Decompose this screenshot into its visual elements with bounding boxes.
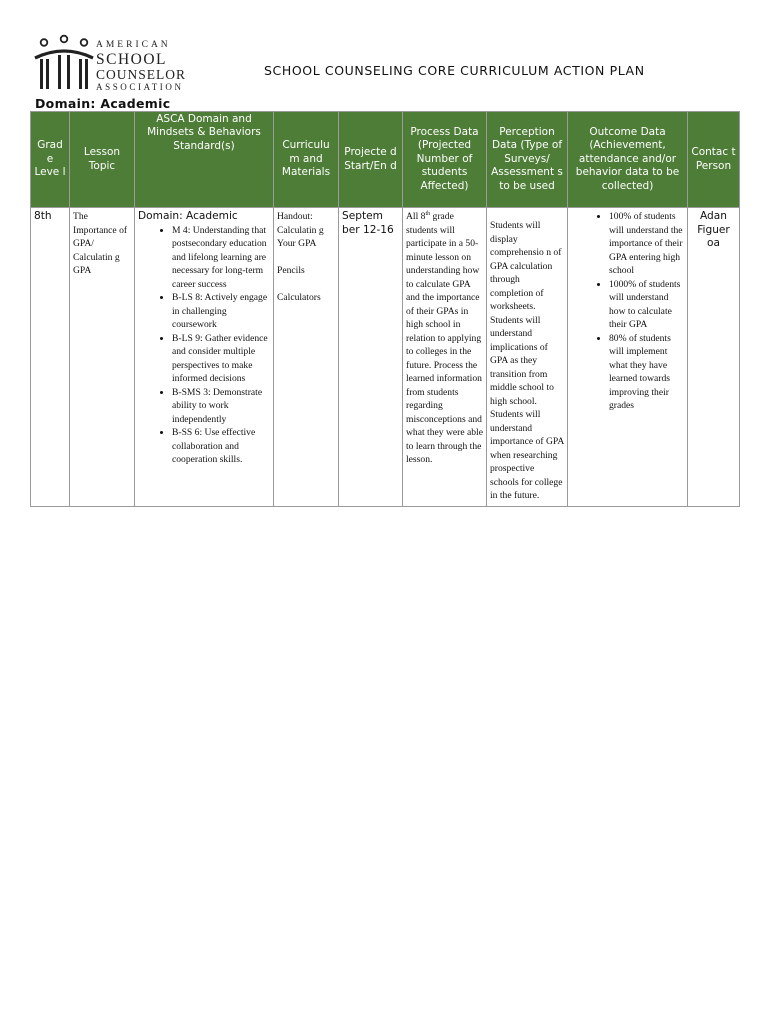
header-perception-data: Perception Data (Type of Surveys/ Assessment s to be used <box>487 112 568 208</box>
action-plan-table <box>30 111 740 507</box>
cell-process-data <box>403 208 487 507</box>
asca-logo <box>34 34 194 96</box>
header-asca-standards: ASCA Domain and Mindsets & Behaviors Standard(s) <box>135 112 274 208</box>
header-projected-dates: Projecte d Start/En d <box>339 112 403 208</box>
list-item: • M 4: Understanding that postsecondary education and lifelong learning are necessary for long-term career success <box>172 224 270 292</box>
list-item: • B-SS 6: Use effective collaboration and cooperation skills. <box>172 426 270 467</box>
header-outcome-data: Outcome Data (Achievement, attendance and/or behavior data to be collected) <box>568 112 688 208</box>
material-item: Calculators <box>277 292 321 303</box>
process-text-superscript: th <box>425 210 431 217</box>
cell-lesson-topic: The Importance of GPA/ Calculatin g GPA <box>70 208 135 507</box>
list-item: • 1000% of students will understand how to calculate their GPA <box>609 278 684 332</box>
outcome-list <box>571 210 684 413</box>
table-header-row <box>31 112 740 208</box>
logo-line-american: AMERICAN <box>96 40 171 50</box>
process-text-rest: grade students will participate in a 50-minute lesson on understanding how to calculate GPA and the importance of their GPAs in high school in relation to applying to colleges in the future. Process the learned information from students regarding misconceptions and what they were able to learn through the lesson. <box>406 211 483 465</box>
header-contact-person: Contac t Person <box>688 112 740 208</box>
table-row <box>31 208 740 507</box>
list-item: • 100% of students will understand the importance of their GPA entering high school <box>609 210 684 278</box>
cell-grade: 8th <box>31 208 70 507</box>
list-item: • B-SMS 3: Demonstrate ability to work independently <box>172 386 270 427</box>
material-item: Pencils <box>277 265 305 276</box>
asca-standards-list <box>138 224 270 467</box>
cell-outcome-data <box>568 208 688 507</box>
logo-line-association: ASSOCIATION <box>96 81 184 92</box>
cell-projected-dates: Septem ber 12-16 <box>339 208 403 507</box>
perception-text: Students will display comprehensio n of GPA calculation through completion of worksheets. Students will understand implications of GPA as they transition from middle school to high school. Students will understand importance of GPA when researching prospective schools for college in the future. <box>490 220 564 501</box>
cell-asca-domain: Domain: Academic <box>138 210 238 222</box>
list-item: • B-LS 9: Gather evidence and consider multiple perspectives to make informed decisions <box>172 332 270 386</box>
cell-materials <box>274 208 339 507</box>
domain-heading: Domain: Academic <box>35 96 171 111</box>
cell-asca-standards <box>135 208 274 507</box>
list-item: • B-LS 8: Actively engage in challenging coursework <box>172 291 270 332</box>
logo-line-counselor: COUNSELOR <box>96 67 187 82</box>
list-item: • 80% of students will implement what they have learned towards improving their grades <box>609 332 684 413</box>
cell-perception-data <box>487 208 568 507</box>
header-curriculum-materials: Curriculu m and Materials <box>274 112 339 208</box>
material-item: Handout: Calculatin g Your GPA <box>277 211 324 249</box>
logo-line-school: SCHOOL <box>96 50 168 68</box>
header-grade-level: Grad e Leve l <box>31 112 70 208</box>
header-process-data: Process Data (Projected Number of students Affected) <box>403 112 487 208</box>
asca-logo-mark-icon <box>34 34 96 96</box>
header-lesson-topic: Lesson Topic <box>70 112 135 208</box>
process-text-start: All 8 <box>406 211 426 222</box>
page-title: SCHOOL COUNSELING CORE CURRICULUM ACTION PLAN <box>264 63 645 78</box>
cell-contact-person: Adan Figuer oa <box>688 208 740 507</box>
